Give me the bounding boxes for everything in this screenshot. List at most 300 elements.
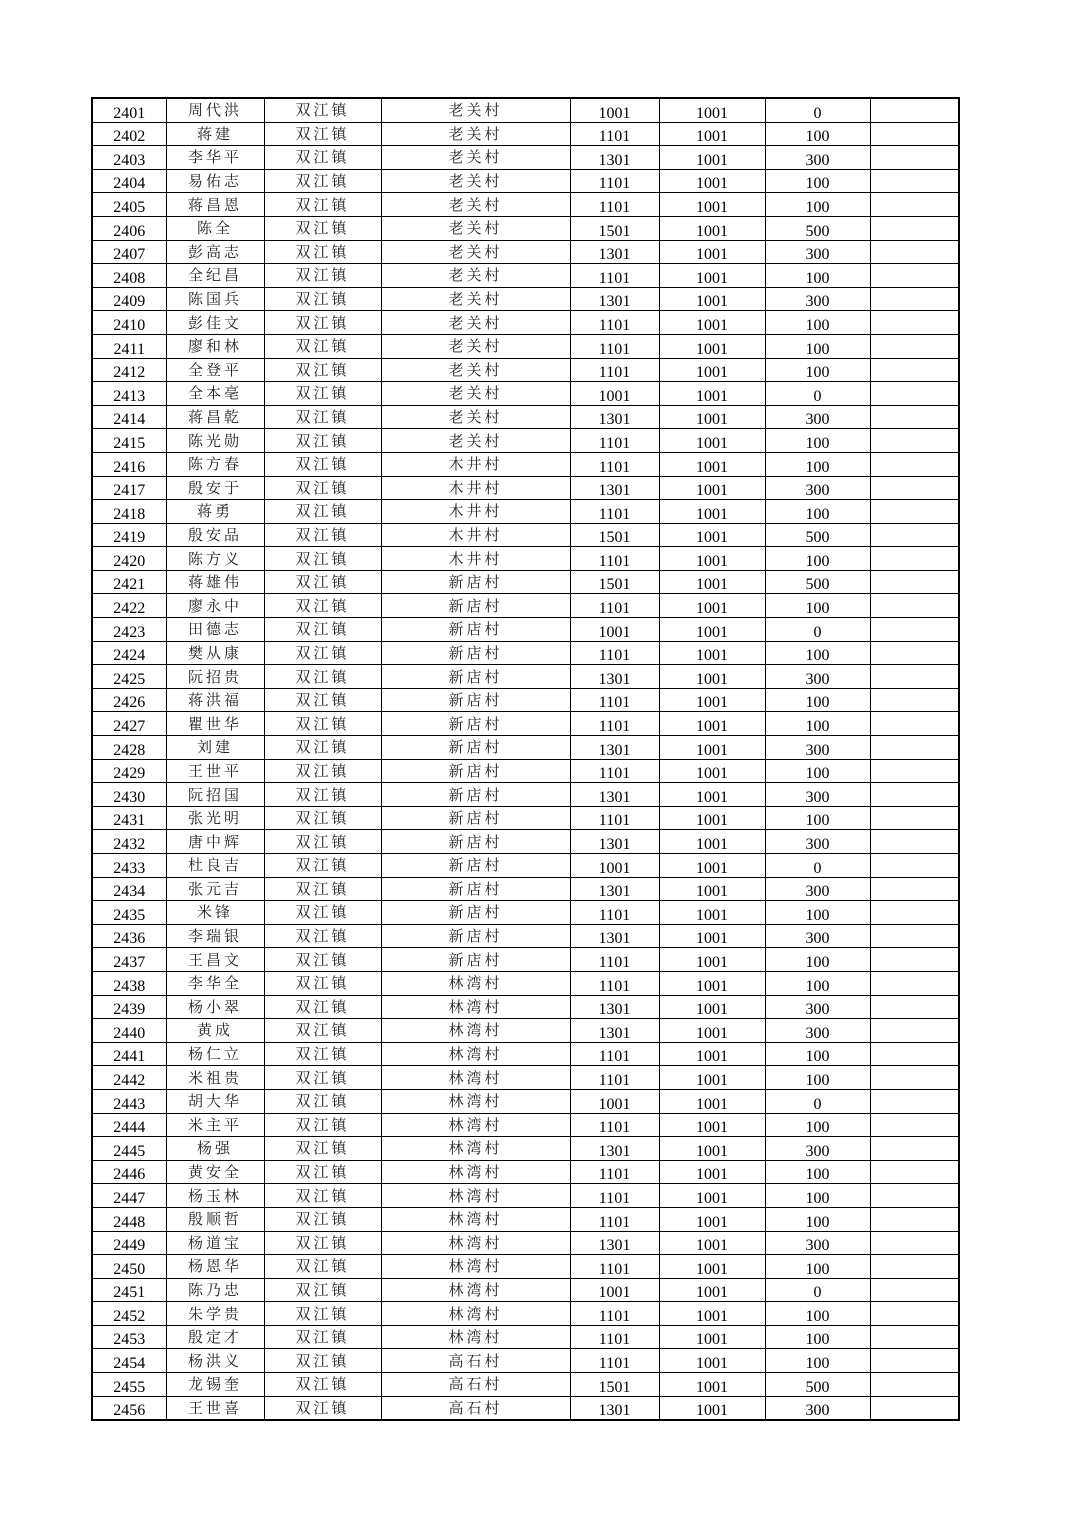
table-row: [92, 429, 959, 453]
row-number-cell: 2425: [92, 665, 166, 689]
remark-cell: [870, 924, 959, 948]
row-number-cell: 2453: [92, 1325, 166, 1349]
village-cell: 新店村: [381, 854, 570, 878]
row-number-cell: 2415: [92, 429, 166, 453]
remark-cell: [870, 1349, 959, 1373]
village-cell: 高石村: [381, 1373, 570, 1397]
town-cell: 双江镇: [264, 476, 381, 500]
amount-cell: 0: [765, 854, 870, 878]
code-a-cell: 1501: [570, 523, 659, 547]
code-b-cell: 1001: [659, 1184, 765, 1208]
code-b-cell: 1001: [659, 523, 765, 547]
town-cell: 双江镇: [264, 1231, 381, 1255]
amount-cell: 300: [765, 830, 870, 854]
name-cell: 田德志: [166, 618, 264, 642]
code-b-cell: 1001: [659, 901, 765, 925]
town-cell: 双江镇: [264, 806, 381, 830]
town-cell: 双江镇: [264, 1113, 381, 1137]
remark-cell: [870, 429, 959, 453]
village-cell: 林湾村: [381, 1019, 570, 1043]
code-a-cell: 1301: [570, 1019, 659, 1043]
row-number-cell: 2430: [92, 783, 166, 807]
remark-cell: [870, 971, 959, 995]
remark-cell: [870, 783, 959, 807]
name-cell: 黄安全: [166, 1160, 264, 1184]
village-cell: 林湾村: [381, 995, 570, 1019]
code-a-cell: 1101: [570, 547, 659, 571]
code-b-cell: 1001: [659, 547, 765, 571]
code-a-cell: 1101: [570, 311, 659, 335]
amount-cell: 100: [765, 806, 870, 830]
name-cell: 杨洪义: [166, 1349, 264, 1373]
remark-cell: [870, 193, 959, 217]
name-cell: 杨道宝: [166, 1231, 264, 1255]
table-row: [92, 594, 959, 618]
code-b-cell: 1001: [659, 476, 765, 500]
village-cell: 木井村: [381, 452, 570, 476]
row-number-cell: 2424: [92, 641, 166, 665]
amount-cell: 100: [765, 1302, 870, 1326]
row-number-cell: 2445: [92, 1137, 166, 1161]
row-number-cell: 2451: [92, 1278, 166, 1302]
code-b-cell: 1001: [659, 240, 765, 264]
name-cell: 陈乃忠: [166, 1278, 264, 1302]
row-number-cell: 2444: [92, 1113, 166, 1137]
town-cell: 双江镇: [264, 1137, 381, 1161]
village-cell: 林湾村: [381, 1302, 570, 1326]
town-cell: 双江镇: [264, 854, 381, 878]
table-row: [92, 287, 959, 311]
code-b-cell: 1001: [659, 405, 765, 429]
town-cell: 双江镇: [264, 1184, 381, 1208]
code-a-cell: 1101: [570, 264, 659, 288]
town-cell: 双江镇: [264, 98, 381, 122]
name-cell: 蒋雄伟: [166, 570, 264, 594]
row-number-cell: 2401: [92, 98, 166, 122]
name-cell: 彭高志: [166, 240, 264, 264]
town-cell: 双江镇: [264, 146, 381, 170]
name-cell: 王世喜: [166, 1396, 264, 1420]
town-cell: 双江镇: [264, 382, 381, 406]
code-a-cell: 1301: [570, 1396, 659, 1420]
remark-cell: [870, 1255, 959, 1279]
town-cell: 双江镇: [264, 901, 381, 925]
remark-cell: [870, 1160, 959, 1184]
village-cell: 老关村: [381, 311, 570, 335]
town-cell: 双江镇: [264, 594, 381, 618]
code-a-cell: 1101: [570, 452, 659, 476]
village-cell: 老关村: [381, 405, 570, 429]
remark-cell: [870, 264, 959, 288]
town-cell: 双江镇: [264, 618, 381, 642]
remark-cell: [870, 1113, 959, 1137]
remark-cell: [870, 523, 959, 547]
town-cell: 双江镇: [264, 334, 381, 358]
amount-cell: 100: [765, 122, 870, 146]
amount-cell: 100: [765, 1184, 870, 1208]
code-b-cell: 1001: [659, 688, 765, 712]
table-row: [92, 618, 959, 642]
row-number-cell: 2423: [92, 618, 166, 642]
table-row: [92, 98, 959, 122]
code-b-cell: 1001: [659, 1113, 765, 1137]
amount-cell: 100: [765, 193, 870, 217]
table-row: [92, 452, 959, 476]
code-b-cell: 1001: [659, 382, 765, 406]
row-number-cell: 2403: [92, 146, 166, 170]
name-cell: 殷顺哲: [166, 1207, 264, 1231]
name-cell: 杨强: [166, 1137, 264, 1161]
remark-cell: [870, 98, 959, 122]
code-a-cell: 1101: [570, 500, 659, 524]
remark-cell: [870, 1207, 959, 1231]
name-cell: 陈方春: [166, 452, 264, 476]
village-cell: 林湾村: [381, 1113, 570, 1137]
row-number-cell: 2431: [92, 806, 166, 830]
code-b-cell: 1001: [659, 193, 765, 217]
remark-cell: [870, 1231, 959, 1255]
village-cell: 老关村: [381, 287, 570, 311]
town-cell: 双江镇: [264, 429, 381, 453]
table-row: [92, 854, 959, 878]
name-cell: 杜良吉: [166, 854, 264, 878]
table-row: [92, 1019, 959, 1043]
code-a-cell: 1301: [570, 146, 659, 170]
remark-cell: [870, 806, 959, 830]
town-cell: 双江镇: [264, 358, 381, 382]
remark-cell: [870, 1089, 959, 1113]
table-row: [92, 1137, 959, 1161]
amount-cell: 0: [765, 382, 870, 406]
village-cell: 木井村: [381, 476, 570, 500]
code-a-cell: 1101: [570, 1207, 659, 1231]
town-cell: 双江镇: [264, 1255, 381, 1279]
village-cell: 新店村: [381, 712, 570, 736]
code-a-cell: 1301: [570, 240, 659, 264]
amount-cell: 300: [765, 146, 870, 170]
code-a-cell: 1101: [570, 429, 659, 453]
town-cell: 双江镇: [264, 1373, 381, 1397]
table-row: [92, 169, 959, 193]
code-b-cell: 1001: [659, 1231, 765, 1255]
table-row: [92, 948, 959, 972]
code-b-cell: 1001: [659, 452, 765, 476]
table-row: [92, 712, 959, 736]
amount-cell: 100: [765, 1255, 870, 1279]
row-number-cell: 2407: [92, 240, 166, 264]
remark-cell: [870, 287, 959, 311]
remark-cell: [870, 665, 959, 689]
row-number-cell: 2414: [92, 405, 166, 429]
row-number-cell: 2421: [92, 570, 166, 594]
code-b-cell: 1001: [659, 665, 765, 689]
town-cell: 双江镇: [264, 169, 381, 193]
code-b-cell: 1001: [659, 169, 765, 193]
remark-cell: [870, 334, 959, 358]
row-number-cell: 2437: [92, 948, 166, 972]
code-a-cell: 1101: [570, 688, 659, 712]
town-cell: 双江镇: [264, 759, 381, 783]
village-cell: 新店村: [381, 618, 570, 642]
row-number-cell: 2419: [92, 523, 166, 547]
table-row: [92, 995, 959, 1019]
name-cell: 殷安于: [166, 476, 264, 500]
amount-cell: 100: [765, 358, 870, 382]
table-row: [92, 877, 959, 901]
code-b-cell: 1001: [659, 570, 765, 594]
table-row: [92, 264, 959, 288]
town-cell: 双江镇: [264, 547, 381, 571]
remark-cell: [870, 618, 959, 642]
code-a-cell: 1301: [570, 1137, 659, 1161]
town-cell: 双江镇: [264, 1089, 381, 1113]
village-cell: 林湾村: [381, 1066, 570, 1090]
row-number-cell: 2440: [92, 1019, 166, 1043]
amount-cell: 500: [765, 1373, 870, 1397]
remark-cell: [870, 995, 959, 1019]
code-b-cell: 1001: [659, 948, 765, 972]
table-row: [92, 924, 959, 948]
remark-cell: [870, 1042, 959, 1066]
code-b-cell: 1001: [659, 877, 765, 901]
table-row: [92, 547, 959, 571]
code-b-cell: 1001: [659, 287, 765, 311]
amount-cell: 500: [765, 216, 870, 240]
amount-cell: 300: [765, 1137, 870, 1161]
amount-cell: 500: [765, 570, 870, 594]
table-row: [92, 311, 959, 335]
table-row: [92, 1207, 959, 1231]
name-cell: 易佑志: [166, 169, 264, 193]
town-cell: 双江镇: [264, 500, 381, 524]
village-cell: 老关村: [381, 382, 570, 406]
village-cell: 老关村: [381, 146, 570, 170]
village-cell: 老关村: [381, 264, 570, 288]
village-cell: 林湾村: [381, 1042, 570, 1066]
amount-cell: 100: [765, 971, 870, 995]
village-cell: 老关村: [381, 429, 570, 453]
code-a-cell: 1101: [570, 712, 659, 736]
code-b-cell: 1001: [659, 1349, 765, 1373]
name-cell: 殷定才: [166, 1325, 264, 1349]
town-cell: 双江镇: [264, 688, 381, 712]
table-row: [92, 1396, 959, 1420]
row-number-cell: 2416: [92, 452, 166, 476]
village-cell: 新店村: [381, 665, 570, 689]
name-cell: 全本亳: [166, 382, 264, 406]
name-cell: 张元吉: [166, 877, 264, 901]
name-cell: 王昌文: [166, 948, 264, 972]
village-cell: 老关村: [381, 122, 570, 146]
village-cell: 老关村: [381, 334, 570, 358]
town-cell: 双江镇: [264, 641, 381, 665]
remark-cell: [870, 358, 959, 382]
code-b-cell: 1001: [659, 1066, 765, 1090]
table-row: [92, 830, 959, 854]
row-number-cell: 2402: [92, 122, 166, 146]
code-a-cell: 1101: [570, 1042, 659, 1066]
table-row: [92, 382, 959, 406]
table-row: [92, 405, 959, 429]
code-b-cell: 1001: [659, 98, 765, 122]
table-row: [92, 806, 959, 830]
name-cell: 李瑞银: [166, 924, 264, 948]
village-cell: 新店村: [381, 877, 570, 901]
code-b-cell: 1001: [659, 641, 765, 665]
name-cell: 殷安品: [166, 523, 264, 547]
row-number-cell: 2406: [92, 216, 166, 240]
village-cell: 老关村: [381, 193, 570, 217]
village-cell: 木井村: [381, 547, 570, 571]
town-cell: 双江镇: [264, 830, 381, 854]
remark-cell: [870, 877, 959, 901]
code-a-cell: 1101: [570, 1349, 659, 1373]
remark-cell: [870, 216, 959, 240]
remark-cell: [870, 1137, 959, 1161]
code-a-cell: 1101: [570, 901, 659, 925]
amount-cell: 100: [765, 452, 870, 476]
name-cell: 陈方义: [166, 547, 264, 571]
table-body: [92, 98, 959, 1420]
table-row: [92, 570, 959, 594]
code-a-cell: 1101: [570, 358, 659, 382]
amount-cell: 100: [765, 948, 870, 972]
remark-cell: [870, 500, 959, 524]
table-row: [92, 1113, 959, 1137]
town-cell: 双江镇: [264, 240, 381, 264]
table-row: [92, 665, 959, 689]
town-cell: 双江镇: [264, 1207, 381, 1231]
code-b-cell: 1001: [659, 1207, 765, 1231]
code-a-cell: 1001: [570, 618, 659, 642]
village-cell: 老关村: [381, 98, 570, 122]
name-cell: 龙锡奎: [166, 1373, 264, 1397]
amount-cell: 100: [765, 1066, 870, 1090]
row-number-cell: 2456: [92, 1396, 166, 1420]
name-cell: 阮招国: [166, 783, 264, 807]
table-row: [92, 1373, 959, 1397]
amount-cell: 100: [765, 594, 870, 618]
amount-cell: 100: [765, 429, 870, 453]
village-cell: 林湾村: [381, 1231, 570, 1255]
name-cell: 李华平: [166, 146, 264, 170]
name-cell: 樊从康: [166, 641, 264, 665]
town-cell: 双江镇: [264, 570, 381, 594]
row-number-cell: 2450: [92, 1255, 166, 1279]
table-row: [92, 122, 959, 146]
code-a-cell: 1301: [570, 476, 659, 500]
town-cell: 双江镇: [264, 995, 381, 1019]
table-row: [92, 736, 959, 760]
table-row: [92, 783, 959, 807]
amount-cell: 300: [765, 1019, 870, 1043]
code-a-cell: 1101: [570, 759, 659, 783]
remark-cell: [870, 948, 959, 972]
amount-cell: 300: [765, 405, 870, 429]
amount-cell: 300: [765, 1396, 870, 1420]
amount-cell: 300: [765, 736, 870, 760]
code-a-cell: 1301: [570, 877, 659, 901]
town-cell: 双江镇: [264, 712, 381, 736]
code-b-cell: 1001: [659, 924, 765, 948]
town-cell: 双江镇: [264, 877, 381, 901]
name-cell: 彭佳文: [166, 311, 264, 335]
amount-cell: 500: [765, 523, 870, 547]
amount-cell: 100: [765, 1042, 870, 1066]
amount-cell: 300: [765, 240, 870, 264]
village-cell: 新店村: [381, 736, 570, 760]
town-cell: 双江镇: [264, 452, 381, 476]
row-number-cell: 2427: [92, 712, 166, 736]
village-cell: 新店村: [381, 570, 570, 594]
row-number-cell: 2452: [92, 1302, 166, 1326]
name-cell: 陈国兵: [166, 287, 264, 311]
code-a-cell: 1001: [570, 1278, 659, 1302]
name-cell: 王世平: [166, 759, 264, 783]
remark-cell: [870, 901, 959, 925]
town-cell: 双江镇: [264, 783, 381, 807]
code-b-cell: 1001: [659, 1160, 765, 1184]
row-number-cell: 2429: [92, 759, 166, 783]
village-cell: 林湾村: [381, 1207, 570, 1231]
code-b-cell: 1001: [659, 334, 765, 358]
code-b-cell: 1001: [659, 1396, 765, 1420]
town-cell: 双江镇: [264, 736, 381, 760]
code-a-cell: 1301: [570, 287, 659, 311]
village-cell: 林湾村: [381, 1089, 570, 1113]
name-cell: 黄成: [166, 1019, 264, 1043]
village-cell: 新店村: [381, 783, 570, 807]
remark-cell: [870, 1184, 959, 1208]
amount-cell: 100: [765, 641, 870, 665]
name-cell: 廖永中: [166, 594, 264, 618]
remark-cell: [870, 1066, 959, 1090]
name-cell: 杨仁立: [166, 1042, 264, 1066]
table-row: [92, 193, 959, 217]
remark-cell: [870, 1019, 959, 1043]
name-cell: 阮招贵: [166, 665, 264, 689]
name-cell: 李华全: [166, 971, 264, 995]
amount-cell: 0: [765, 98, 870, 122]
town-cell: 双江镇: [264, 264, 381, 288]
amount-cell: 100: [765, 500, 870, 524]
name-cell: 陈全: [166, 216, 264, 240]
code-b-cell: 1001: [659, 500, 765, 524]
remark-cell: [870, 146, 959, 170]
village-cell: 林湾村: [381, 1184, 570, 1208]
village-cell: 林湾村: [381, 1255, 570, 1279]
village-cell: 老关村: [381, 240, 570, 264]
row-number-cell: 2408: [92, 264, 166, 288]
name-cell: 全登平: [166, 358, 264, 382]
remark-cell: [870, 476, 959, 500]
row-number-cell: 2448: [92, 1207, 166, 1231]
village-cell: 林湾村: [381, 971, 570, 995]
village-cell: 老关村: [381, 358, 570, 382]
row-number-cell: 2443: [92, 1089, 166, 1113]
code-b-cell: 1001: [659, 806, 765, 830]
village-cell: 新店村: [381, 901, 570, 925]
village-cell: 林湾村: [381, 1325, 570, 1349]
table-row: [92, 641, 959, 665]
row-number-cell: 2455: [92, 1373, 166, 1397]
code-b-cell: 1001: [659, 264, 765, 288]
remark-cell: [870, 311, 959, 335]
code-a-cell: 1001: [570, 1089, 659, 1113]
code-a-cell: 1101: [570, 1325, 659, 1349]
remark-cell: [870, 736, 959, 760]
table-row: [92, 1349, 959, 1373]
